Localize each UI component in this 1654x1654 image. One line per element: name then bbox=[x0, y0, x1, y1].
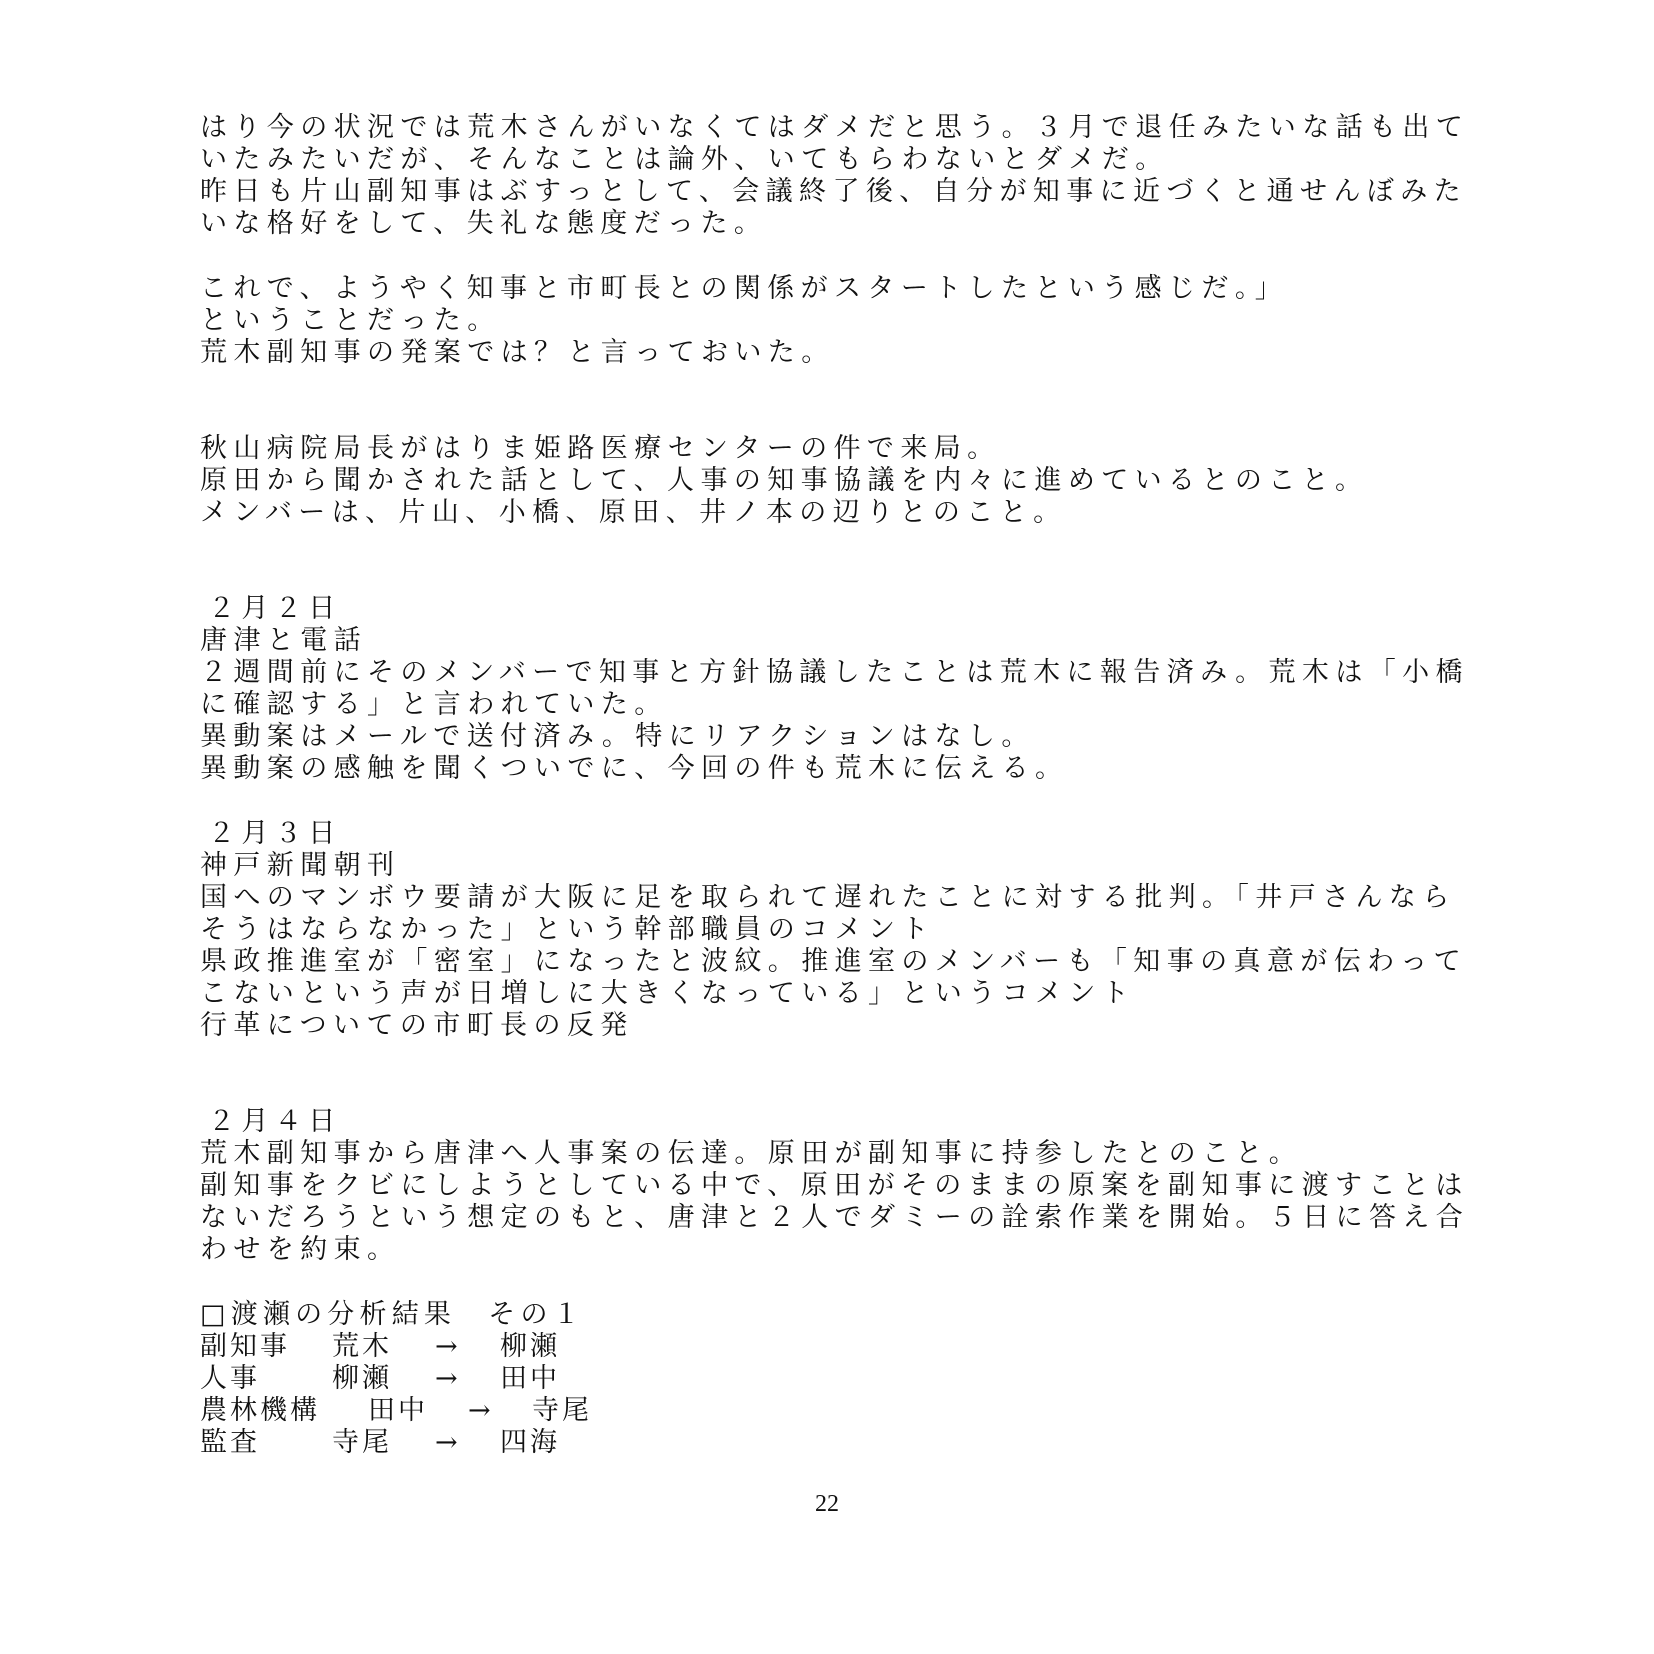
table-cell: 人事 bbox=[200, 1363, 260, 1394]
table-cell: 副知事 bbox=[200, 1331, 290, 1362]
table-cell: 四海 bbox=[500, 1427, 560, 1458]
section-heading: □渡瀬の分析結果 その１ bbox=[200, 1299, 585, 1330]
text-line: ２週間前にそのメンバーで知事と方針協議したことは荒木に報告済み。荒木は「小橋 bbox=[200, 657, 1469, 688]
table-cell: 寺尾 bbox=[332, 1427, 392, 1458]
table-cell: 監査 bbox=[200, 1427, 260, 1458]
table-cell: 農林機構 bbox=[200, 1395, 320, 1426]
table-cell: 田中 bbox=[500, 1363, 560, 1394]
page-number: 22 bbox=[815, 1491, 839, 1517]
arrow-icon: → bbox=[468, 1395, 494, 1426]
table-cell: 田中 bbox=[368, 1395, 428, 1426]
text-line: これで、ようやく知事と市町長との関係がスタートしたという感じだ。」 bbox=[200, 273, 1289, 304]
text-line: ないだろうという想定のもと、唐津と２人でダミーの詮索作業を開始。５日に答え合 bbox=[200, 1202, 1470, 1233]
text-line: わせを約束。 bbox=[200, 1234, 401, 1265]
text-line: 秋山病院局長がはりま姫路医療センターの件で来局。 bbox=[200, 433, 1001, 464]
date-heading: ２月３日 bbox=[208, 818, 342, 849]
text-line: 県政推進室が「密室」になったと波紋。推進室のメンバーも「知事の真意が伝わって bbox=[200, 946, 1468, 977]
text-line: 異動案の感触を聞くついでに、今回の件も荒木に伝える。 bbox=[200, 753, 1069, 784]
text-line: いたみたいだが、そんなことは論外、いてもらわないとダメだ。 bbox=[200, 144, 1169, 175]
text-line: 昨日も片山副知事はぶすっとして、会議終了後、自分が知事に近づくと通せんぼみた bbox=[200, 176, 1468, 207]
text-line: 異動案はメールで送付済み。特にリアクションはなし。 bbox=[200, 721, 1035, 752]
arrow-icon: → bbox=[435, 1363, 461, 1394]
text-line: 原田から聞かされた話として、人事の知事協議を内々に進めているとのこと。 bbox=[200, 465, 1369, 496]
date-heading: ２月２日 bbox=[208, 593, 342, 624]
date-heading: ２月４日 bbox=[208, 1106, 342, 1137]
text-line: 国へのマンボウ要請が大阪に足を取られて遅れたことに対する批判。「井戸さんなら bbox=[200, 882, 1456, 913]
text-line: 神戸新聞朝刊 bbox=[200, 850, 401, 881]
table-cell: 寺尾 bbox=[532, 1395, 592, 1426]
table-cell: 柳瀬 bbox=[500, 1331, 560, 1362]
text-line: に確認する」と言われていた。 bbox=[200, 689, 668, 720]
table-cell: 荒木 bbox=[332, 1331, 392, 1362]
text-line: いな格好をして、失礼な態度だった。 bbox=[200, 208, 768, 239]
text-line: 副知事をクビにしようとしている中で、原田がそのままの原案を副知事に渡すことは bbox=[200, 1170, 1469, 1201]
text-line: こないという声が日増しに大きくなっている」というコメント bbox=[200, 978, 1136, 1009]
text-line: 唐津と電話 bbox=[200, 625, 367, 656]
arrow-icon: → bbox=[435, 1331, 461, 1362]
text-line: そうはならなかった」という幹部職員のコメント bbox=[200, 914, 935, 945]
text-line: 荒木副知事から唐津へ人事案の伝達。原田が副知事に持参したとのこと。 bbox=[200, 1138, 1303, 1169]
text-line: ということだった。 bbox=[200, 305, 501, 336]
text-line: はり今の状況では荒木さんがいなくてはダメだと思う。３月で退任みたいな話も出て bbox=[200, 112, 1470, 143]
arrow-icon: → bbox=[435, 1427, 461, 1458]
table-cell: 柳瀬 bbox=[332, 1363, 392, 1394]
text-line: 行革についての市町長の反発 bbox=[200, 1010, 634, 1041]
text-line: メンバーは、片山、小橋、原田、井ノ本の辺りとのこと。 bbox=[200, 497, 1067, 528]
text-line: 荒木副知事の発案では？と言っておいた。 bbox=[200, 337, 835, 368]
